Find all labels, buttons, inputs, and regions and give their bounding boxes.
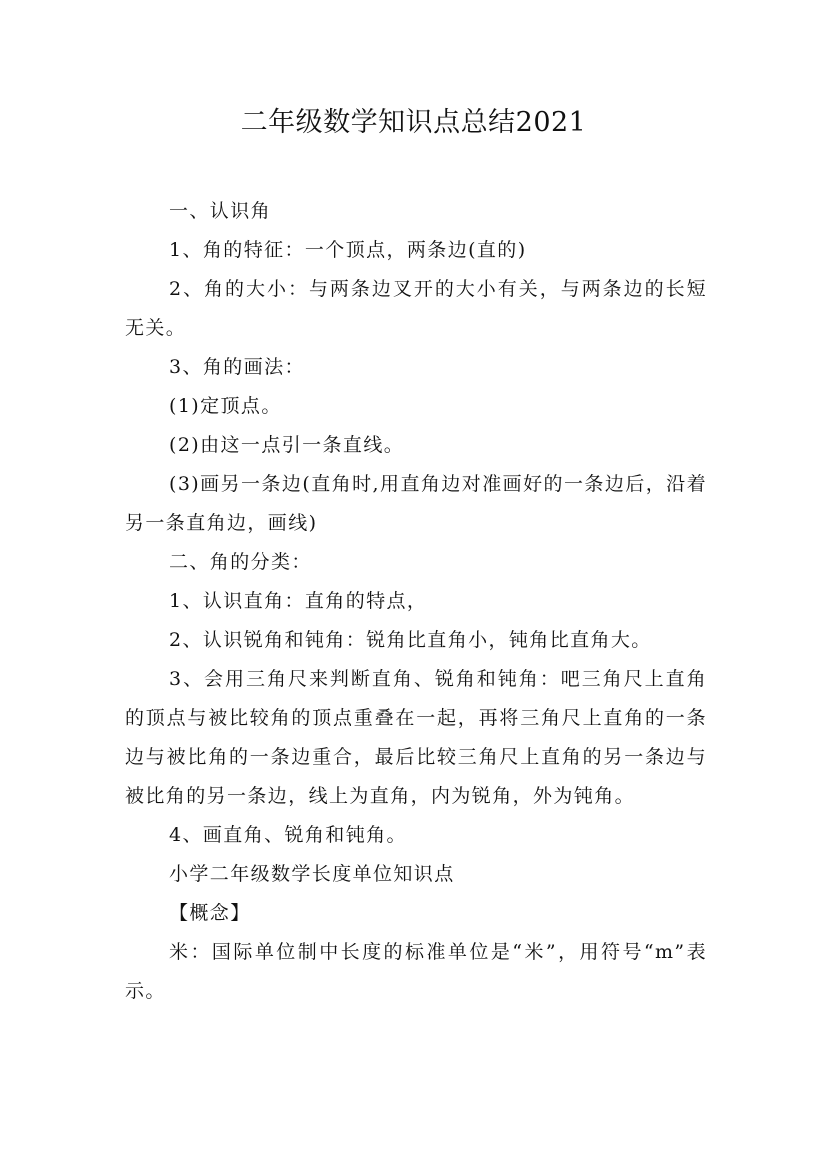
paragraph-3: 2、角的大小：与两条边叉开的大小有关，与两条边的长短无关。 xyxy=(125,278,707,339)
paragraph-12: 4、画直角、锐角和钝角。 xyxy=(169,824,407,846)
paragraph-7: (3)画另一条边(直角时,用直角边对准画好的一条边后，沿着另一条直角边，画线) xyxy=(125,473,707,534)
document-body xyxy=(125,192,707,1011)
paragraph-5: (1)定顶点。 xyxy=(169,395,282,417)
paragraph-11: 3、会用三角尺来判断直角、锐角和钝角：吧三角尺上直角的顶点与被比较角的顶点重叠在一起，再将三角尺上直角的一条边与被比角的一条边重合，最后比较三角尺上直角的另一条边与被比角的另一条边，线上为直角，内为锐角，外为钝角。 xyxy=(125,668,707,807)
paragraph-15: 米：国际单位制中长度的标准单位是“米”，用符号“m”表示。 xyxy=(125,941,707,1002)
paragraph-2: 1、角的特征：一个顶点，两条边(直的) xyxy=(169,239,527,261)
paragraph-13: 小学二年级数学长度单位知识点 xyxy=(169,863,455,885)
paragraph-9: 1、认识直角：直角的特点， xyxy=(169,590,428,612)
document-title: 二年级数学知识点总结2021 xyxy=(240,107,587,138)
paragraph-1: 一、认识角 xyxy=(169,200,272,222)
paragraph-14: 【概念】 xyxy=(169,902,251,924)
paragraph-10: 2、认识锐角和钝角：锐角比直角小，钝角比直角大。 xyxy=(169,629,652,651)
paragraph-6: (2)由这一点引一条直线。 xyxy=(169,434,405,456)
paragraph-4: 3、角的画法： xyxy=(169,356,305,378)
paragraph-8: 二、角的分类： xyxy=(169,551,312,573)
